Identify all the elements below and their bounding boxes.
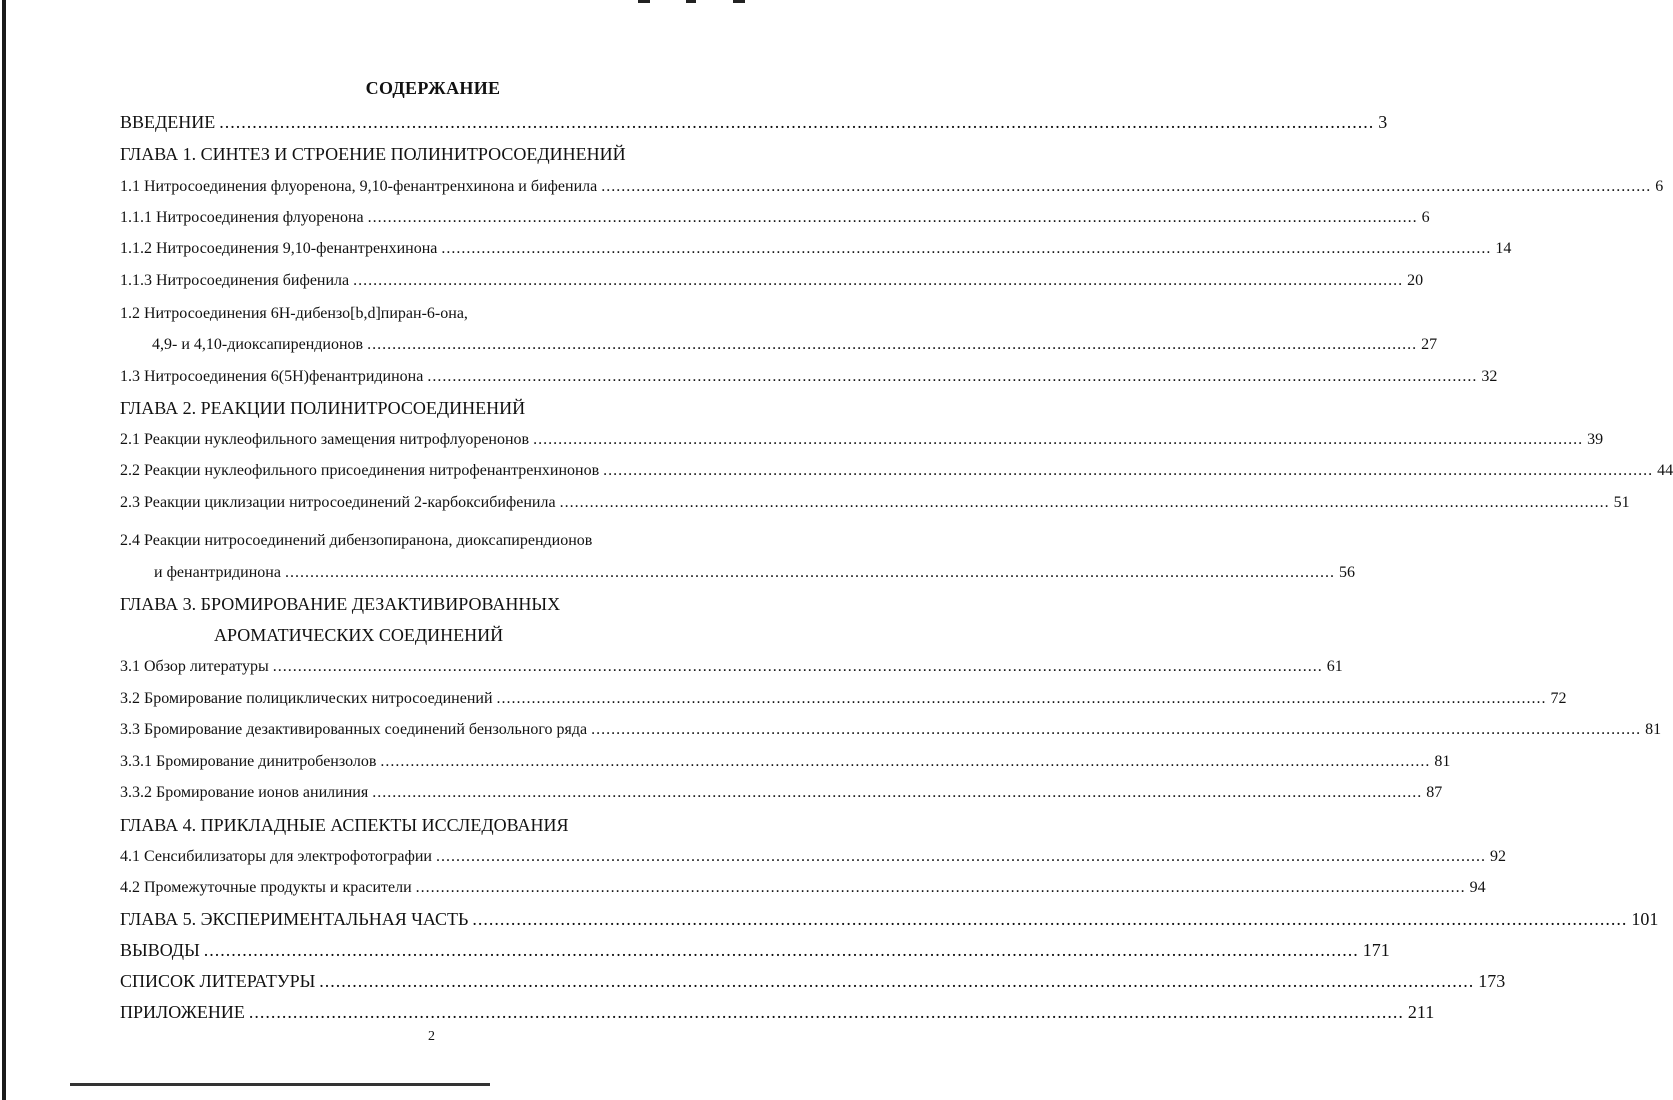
toc-entry [120,462,1673,480]
toc-entry-page: 56 [1338,564,1355,581]
scan-mark [638,0,650,3]
scan-mark [686,0,696,3]
toc-entry-page: 51 [1613,494,1630,511]
toc-entry-page: 6 [1655,178,1664,195]
toc-entry [120,690,1567,708]
toc-entry-page: 94 [1469,879,1486,896]
toc-entry-title: 2.4 Реакции нитросоединений дибензопиранона, диоксапирендионов [120,532,593,549]
toc-leader: .................................................................................................................................................................................................................. [380,753,1431,770]
toc-entry-title: ПРИЛОЖЕНИЕ [120,1002,245,1022]
toc-leader: .................................................................................................................................................................................................................. [367,209,1418,226]
toc-entry [120,1002,1435,1023]
toc-leader: .................................................................................................................................................................................................................. [496,690,1547,707]
scan-mark [733,0,745,3]
toc-entry-title: ВЫВОДЫ [120,940,200,960]
toc-entry [120,240,1512,258]
toc-leader: .................................................................................................................................................................................................................. [591,721,1642,738]
toc-leader: .................................................................................................................................................................................................................. [248,1002,1404,1022]
toc-entry [120,909,1659,930]
toc-entry-title: 1.1.3 Нитросоединения бифенила [120,272,350,289]
toc-leader: .................................................................................................................................................................................................................. [559,494,1610,511]
toc-leader: .................................................................................................................................................................................................................. [533,431,1584,448]
toc-entry [120,753,1451,771]
toc-leader: .................................................................................................................................................................................................................. [319,971,1475,991]
toc-entry [120,209,1430,227]
toc-entry-page: 171 [1362,940,1390,960]
toc-entry [120,971,1506,992]
toc-entry-title: 3.1 Обзор литературы [120,658,269,675]
toc-entry-title: 4,9- и 4,10-диоксапирендионов [152,336,364,353]
toc-entry [120,658,1343,676]
toc-entry-page: 39 [1587,431,1604,448]
toc-entry [120,879,1486,897]
toc-entry-page: 20 [1407,272,1424,289]
toc-entry-title: 3.3.1 Бромирование динитробензолов [120,753,377,770]
toc-leader: .................................................................................................................................................................................................................. [603,462,1654,479]
toc-entry [120,112,1388,133]
toc-entry-page: 32 [1481,368,1498,385]
toc-entry-page: 101 [1631,909,1659,929]
toc-leader: .................................................................................................................................................................................................................. [601,178,1652,195]
toc-leader: .................................................................................................................................................................................................................. [284,564,1335,581]
toc-entry-title: СПИСОК ЛИТЕРАТУРЫ [120,971,316,991]
toc-entry-page: 81 [1434,753,1451,770]
toc-entry-title: ГЛАВА 5. ЭКСПЕРИМЕНТАЛЬНАЯ ЧАСТЬ [120,909,469,929]
toc-entry-title: 1.2 Нитросоединения 6Н-дибензо[b,d]пиран-6-она, [120,305,468,322]
chapter-heading: ГЛАВА 1. СИНТЕЗ И СТРОЕНИЕ ПОЛИНИТРОСОЕДИНЕНИЙ [120,144,626,164]
toc-entry-title: 2.3 Реакции циклизации нитросоединений 2-карбоксибифенила [120,494,556,511]
toc-entry-title: 2.1 Реакции нуклеофильного замещения нитрофлуоренонов [120,431,530,448]
toc-entry-page: 27 [1421,336,1438,353]
toc-entry-page: 87 [1426,784,1443,801]
toc-entry-page: 92 [1489,848,1506,865]
toc-leader: .................................................................................................................................................................................................................. [353,272,1404,289]
toc-entry-page: 211 [1407,1002,1435,1022]
toc-leader: .................................................................................................................................................................................................................. [203,940,1359,960]
chapter-heading: ГЛАВА 2. РЕАКЦИИ ПОЛИНИТРОСОЕДИНЕНИЙ [120,398,526,418]
toc-entry-title: 1.3 Нитросоединения 6(5Н)фенантридинона [120,368,424,385]
toc-entry-title: 3.3 Бромирование дезактивированных соединений бензольного ряда [120,721,588,738]
toc-entry [120,848,1506,866]
toc-entry-page: 6 [1421,209,1430,226]
toc-entry [120,272,1424,290]
toc-entry-page: 14 [1495,240,1512,257]
toc-leader: .................................................................................................................................................................................................................. [427,368,1478,385]
toc-entry-title: 4.2 Промежуточные продукты и красители [120,879,412,896]
toc-leader: .................................................................................................................................................................................................................. [367,336,1418,353]
page-title: СОДЕРЖАНИЕ [365,78,501,98]
toc-entry [120,784,1443,802]
scan-bottom-edge [70,1083,490,1086]
toc-entry [120,494,1630,512]
toc-entry [120,721,1662,739]
toc-entry-page: 61 [1326,658,1343,675]
toc-entry-page: 173 [1478,971,1506,991]
toc-entry [152,336,1438,354]
toc-entry-title: 3.2 Бромирование полициклических нитросоединений [120,690,493,707]
toc-entry [120,940,1390,961]
toc-entry-title: и фенантридинона [154,564,281,581]
toc-entry-title: 4.1 Сенсибилизаторы для электрофотографии [120,848,432,865]
toc-leader: .................................................................................................................................................................................................................. [472,909,1628,929]
toc-entry [120,431,1604,449]
page-number: 2 [428,1029,435,1044]
toc-entry-title: 2.2 Реакции нуклеофильного присоединения нитрофенантренхинонов [120,462,600,479]
toc-entry [154,564,1355,582]
toc-entry-title: 1.1.1 Нитросоединения флуоренона [120,209,364,226]
toc-entry-page: 3 [1378,112,1388,132]
toc-entry [120,368,1498,386]
scan-left-edge [2,0,6,1100]
toc-entry-title: ВВЕДЕНИЕ [120,112,216,132]
toc-leader: .................................................................................................................................................................................................................. [372,784,1423,801]
toc-leader: .................................................................................................................................................................................................................. [441,240,1492,257]
toc-entry-page: 72 [1550,690,1567,707]
toc-leader: .................................................................................................................................................................................................................. [435,848,1486,865]
chapter-heading: ГЛАВА 3. БРОМИРОВАНИЕ ДЕЗАКТИВИРОВАННЫХ [120,594,561,614]
toc-entry-title: 1.1 Нитросоединения флуоренона, 9,10-фенантренхинона и бифенила [120,178,598,195]
toc-entry [120,178,1664,196]
toc-entry-page: 44 [1657,462,1673,479]
chapter-heading-continued: АРОМАТИЧЕСКИХ СОЕДИНЕНИЙ [214,625,504,645]
toc-entry-title: 3.3.2 Бромирование ионов анилиния [120,784,369,801]
toc-leader: .................................................................................................................................................................................................................. [219,112,1375,132]
toc-entry-title: 1.1.2 Нитросоединения 9,10-фенантренхинона [120,240,438,257]
toc-leader: .................................................................................................................................................................................................................. [272,658,1323,675]
chapter-heading: ГЛАВА 4. ПРИКЛАДНЫЕ АСПЕКТЫ ИССЛЕДОВАНИЯ [120,815,569,835]
toc-entry-page: 81 [1645,721,1662,738]
toc-leader: .................................................................................................................................................................................................................. [415,879,1466,896]
